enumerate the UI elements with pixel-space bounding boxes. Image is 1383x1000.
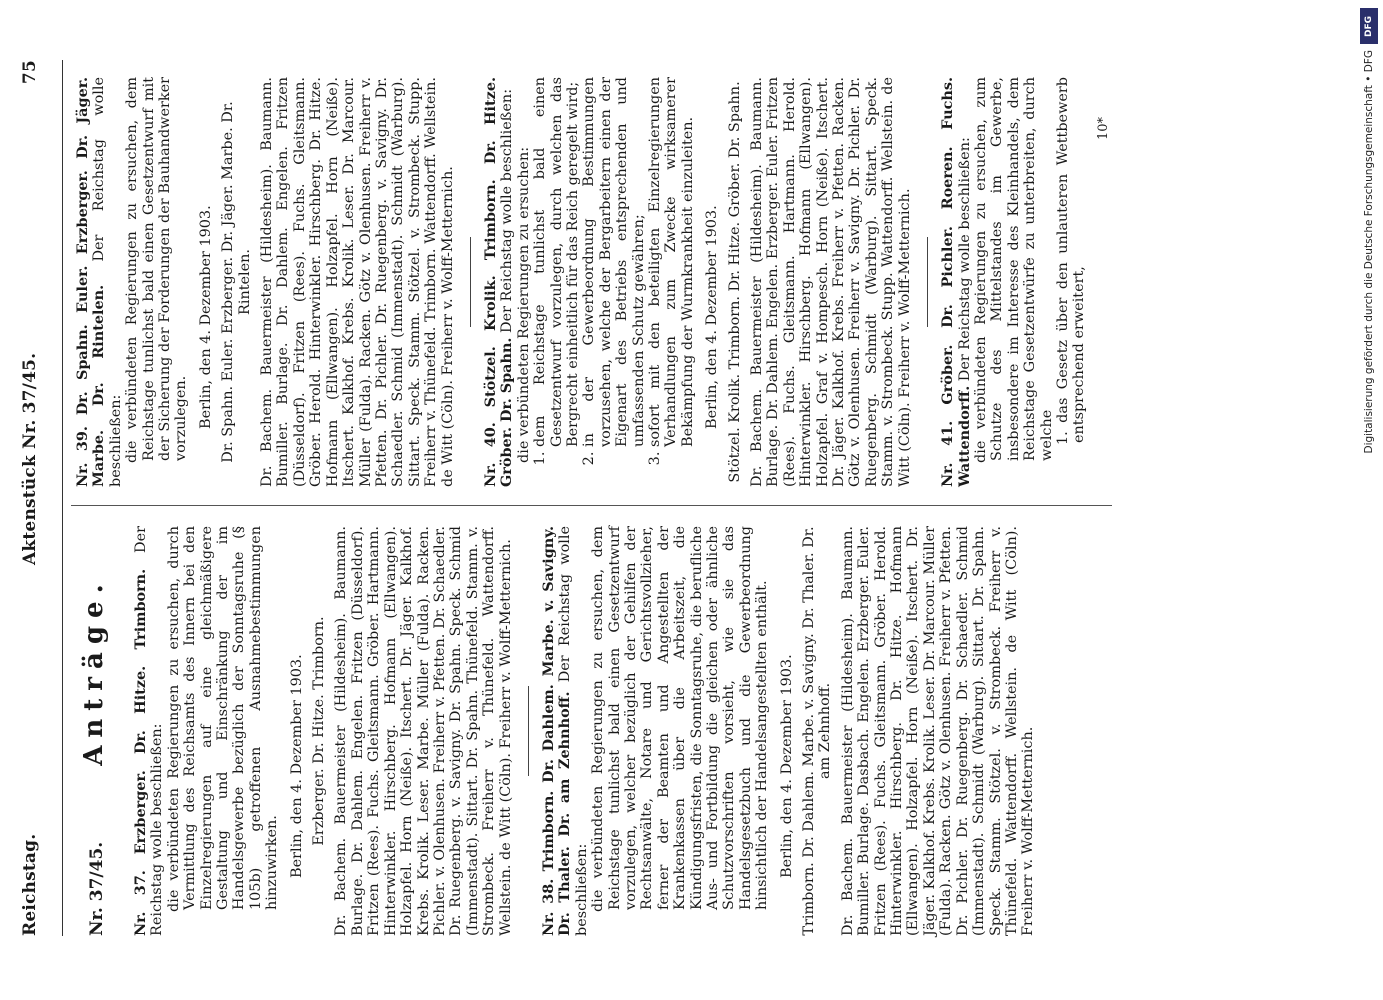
antrag-item: 1. dem Reichstage tunlichst bald einen Gesetzentwurf vorzulegen, durch welchen das Bergrecht einheitlich für das Reich geregelt wird; <box>532 77 581 447</box>
antrag-item: 1. das Gesetz über den unlauteren Wettbewerb entsprechend erweitert, <box>1054 77 1088 445</box>
antrag-movers: Gröber. Dr. Pichler. Roeren. Fuchs. Wattendorff. <box>939 77 973 487</box>
right-column <box>71 77 1112 506</box>
antrag-date: Berlin, den 4. Dezember 1903. <box>197 205 214 429</box>
running-header <box>22 60 63 936</box>
antrag-number: Nr. 39. <box>74 426 91 487</box>
antrag-date: Berlin, den 4. Dezember 1903. <box>288 654 305 878</box>
antrag-supporters: Dr. Bachem. Bauermeister (Hildesheim). Baumann. Burlage. Dr. Dahlem. Engelen. Fritzen (Düsseldorf). Fritzen (Rees). Fuchs. Gleitsmann. Gröber. Hartmann. Hinterwinkler. Hirschberg. Hofmann (Ellwangen). Holzapfel. Horn (Neiße). Itschert. Dr. Jäger. Kalkhof. Krebs. Krolik. Leser. Marbe. Müller (Fulda). Racken. Pichler. v. Olenhusen. Freiherr v. Pfetten. Dr. Schaedler. Dr. Ruegenberg. v. Savigny. Dr. Spahn. Speck. Schmid (Immenstadt). Sittart. Dr. Spahn. Thünefeld. Stamm. v. Strombeck. Freiherr v. Thünefeld. Wattendorff. Wellstein. de Witt (Cöln). Freiherr v. Wolff-Metternich. <box>333 526 514 936</box>
antrag-number: Nr. 41. <box>939 420 957 487</box>
antrag-signers: Trimborn. Dr. Dahlem. Marbe. v. Savigny. Dr. Thaler. Dr. am Zehnhoff. <box>801 526 834 936</box>
antrag-supporters: Dr. Bachem. Bauermeister (Hildesheim). Baumann. Bumiller. Burlage. Dr. Dahlem. Engelen. Fritzen (Düsseldorf). Fritzen (Rees). Fuchs. Gleitsmann. Gröber. Herold. Hinterwinkler. Hirschberg. Dr. Hitze. Hofmann (Ellwangen). Holzapfel. Horn (Neiße). Itschert. Kalkhof. Krebs. Krolik. Leser. Dr. Marcour. Müller (Fulda). Racken. Götz v. Olenhusen. Freiherr v. Pfetten. Dr. Pichler. Dr. Ruegenberg. v. Savigny. Dr. Schaedler. Schmid (Immenstadt). Schmidt (Warburg). Sittart. Speck. Stamm. Stötzel. v. Strombeck. Stupp. Freiherr v. Thünefeld. Trimborn. Wattendorff. Wellstein. de Witt (Cöln). Freiherr v. Wolff-Metternich. <box>259 77 456 487</box>
document-number: Nr. 37/45. <box>87 841 107 936</box>
header-left: Reichstag. <box>20 833 40 936</box>
separator <box>927 237 928 327</box>
antrag-intro: Der Reichstag wolle beschließen: <box>133 526 166 936</box>
antrag-signers: Stötzel. Krolik. Trimborn. Dr. Hitze. Gröber. Dr. Spahn. <box>726 81 743 483</box>
page-number: 75 <box>20 60 40 85</box>
antrag-items <box>532 77 696 487</box>
antrag-37 <box>133 526 514 936</box>
antrag-39 <box>75 77 456 487</box>
antrag-intro: Der Reichstag wolle beschließen: <box>956 137 973 382</box>
header-center: Aktenstück Nr. 37/45. <box>20 352 40 565</box>
antrag-number: Nr. 37. <box>132 870 149 936</box>
antrag-supporters: Dr. Bachem. Bauermeister (Hildesheim). Baumann. Bumiller. Burlage. Dasbach. Engelen. Erzberger. Euler. Fritzen (Rees). Fuchs. Gleitsmann. Gröber. Herold. Hinterwinkler. Hirschberg. Dr. Hitze. Hofmann (Ellwangen). Holzapfel. Horn (Neiße). Itschert. Dr. Jäger. Kalkhof. Krebs. Krolik. Leser. Dr. Marcour. Müller (Fulda). Racken. Götz v. Olenhusen. Freiherr v. Pfetten. Dr. Pichler. Dr. Ruegenberg. Dr. Schaedler. Schmid (Immenstadt). Schmidt (Warburg). Sittart. Dr. Spahn. Speck. Stamm. Stötzel. v. Strombeck. Freiherr v. Thünefeld. Wattendorff. Wellstein. de Witt (Cöln). Freiherr v. Wolff-Metternich. <box>839 526 1037 936</box>
antrag-intro: Der Reichstag wolle beschließen: <box>91 76 124 487</box>
separator <box>528 686 529 776</box>
antrag-movers: Dr. Spahn. Euler. Erzberger. Dr. Jäger. Marbe. Dr. Rintelen. <box>74 77 108 487</box>
antrag-text: die verbündeten Regierungen zu ersuchen, dem Reichstage tunlichst bald einen Gesetzentwurf vorzulegen, welcher bezüglich der Gehilfen der Rechtsanwälte, Notare und Gerichtsvollzieher, ferner der Beamten und Angestellten der Krankenkassen über die Arbeitszeit, die Kündigungsfristen, die Sonntagsruhe, die berufliche Aus- und Fortbildung die gleichen oder ähnliche Schutzvorschriften vorsieht, wie sie das Handelsgesetzbuch und die Gewerbeordnung hinsichtlich der Handelsangestellten enthält. <box>590 526 771 912</box>
antrag-movers: Erzberger. Dr. Hitze. Trimborn. <box>132 568 149 855</box>
section-title: Anträge. <box>79 576 109 766</box>
antrag-signers: Dr. Spahn. Euler. Erzberger. Dr. Jäger. Marbe. Dr. Rintelen. <box>220 101 253 463</box>
antrag-text: die verbündeten Regierungen zu ersuchen, zum Schutze des Mittelstandes im Gewerbe, insbesondere im Interesse des Kleinhandels, dem Reichstage Gesetzentwürfe zu unterbreiten, durch welche <box>972 77 1055 463</box>
antrag-intro: Der Reichstag wolle beschließen: <box>499 88 516 333</box>
antrag-intro: Der Reichstag wolle beschließen: <box>557 526 590 936</box>
antrag-text: die verbündeten Regierungen zu ersuchen, durch Vermittlung des Reichsamts des Innern bei den Einzelregierungen auf eine gleichmäßigere Gestaltung und Einschränkung der im Handelsgewerbe bezüglich der Sonntagsruhe (§ 105b) getroffenen Ausnahmebestimmungen hinzuwirken. <box>165 526 281 912</box>
antrag-date: Berlin, den 4. Dezember 1903. <box>778 654 795 878</box>
antrag-movers: Stötzel. Krolik. Trimborn. Dr. Hitze. Gröber. Dr. Spahn. <box>481 77 516 487</box>
antrag-40 <box>483 77 913 487</box>
antrag-supporters: Dr. Bachem. Bauermeister (Hildesheim). Baumann. Burlage. Dr. Dahlem. Engelen. Erzberger. Euler. Fritzen (Rees). Fuchs. Gleitsmann. Hartmann. Herold. Hinterwinkler. Hirschberg. Hofmann (Ellwangen). Holzapfel. Graf v. Hompesch. Horn (Neiße). Itschert. Dr. Jäger. Kalkhof. Krebs. Freiherr v. Pfetten. Racken. Götz v. Olenhusen. Freiherr v. Savigny. Dr. Pichler. Dr. Ruegenberg. Schmidt (Warburg). Sittart. Speck. Stamm. v. Strombeck. Stupp. Wattendorff. Wellstein. de Witt (Cöln). Freiherr v. Wolff-Metternich. <box>749 77 913 487</box>
antrag-item: 2. in der Gewerbeordnung Bestimmungen vorzusehen, welche der Bergarbeitern einen der Eigenart des Betriebs entsprechenden und umfassenden Schutz gewähren; <box>581 77 647 447</box>
separator <box>470 237 471 327</box>
antrag-lead: die verbündeten Regierungen zu ersuchen: <box>515 146 532 463</box>
antrag-movers: Trimborn. Dr. Dahlem. Marbe. v. Savigny. Dr. Thaler. Dr. am Zehnhoff. <box>539 526 574 936</box>
dfg-credit: Digitalisierung gefördert durch die Deutsche Forschungsgemeinschaft • DFG <box>1363 50 1375 454</box>
antrag-38 <box>541 526 1037 936</box>
antrag-number: Nr. 38. <box>539 878 557 936</box>
antrag-signers: Erzberger. Dr. Hitze. Trimborn. <box>311 616 328 846</box>
dfg-strip <box>1357 0 1381 1000</box>
two-column-body <box>71 60 1112 936</box>
antrag-text: die verbündeten Regierungen zu ersuchen, dem Reichstage tunlichst bald einen Gesetzentwurf mit der Sicherung der Forderungen der Bauhandwerker vorzulegen. <box>124 77 190 463</box>
antrag-date: Berlin, den 4. Dezember 1903. <box>704 205 721 429</box>
antrag-number: Nr. 40. <box>481 422 499 487</box>
dfg-logo: DFG <box>1360 8 1378 44</box>
signature-mark: 10* <box>1095 117 1111 141</box>
antrag-41 <box>940 77 1088 487</box>
antrag-item: 3. sofort mit den beteiligten Einzelregierungen Verhandlungen zum Zwecke wirksamerer Bekämpfung der Wurmkrankheit einzuleiten. <box>647 77 696 447</box>
left-column <box>71 510 1112 936</box>
